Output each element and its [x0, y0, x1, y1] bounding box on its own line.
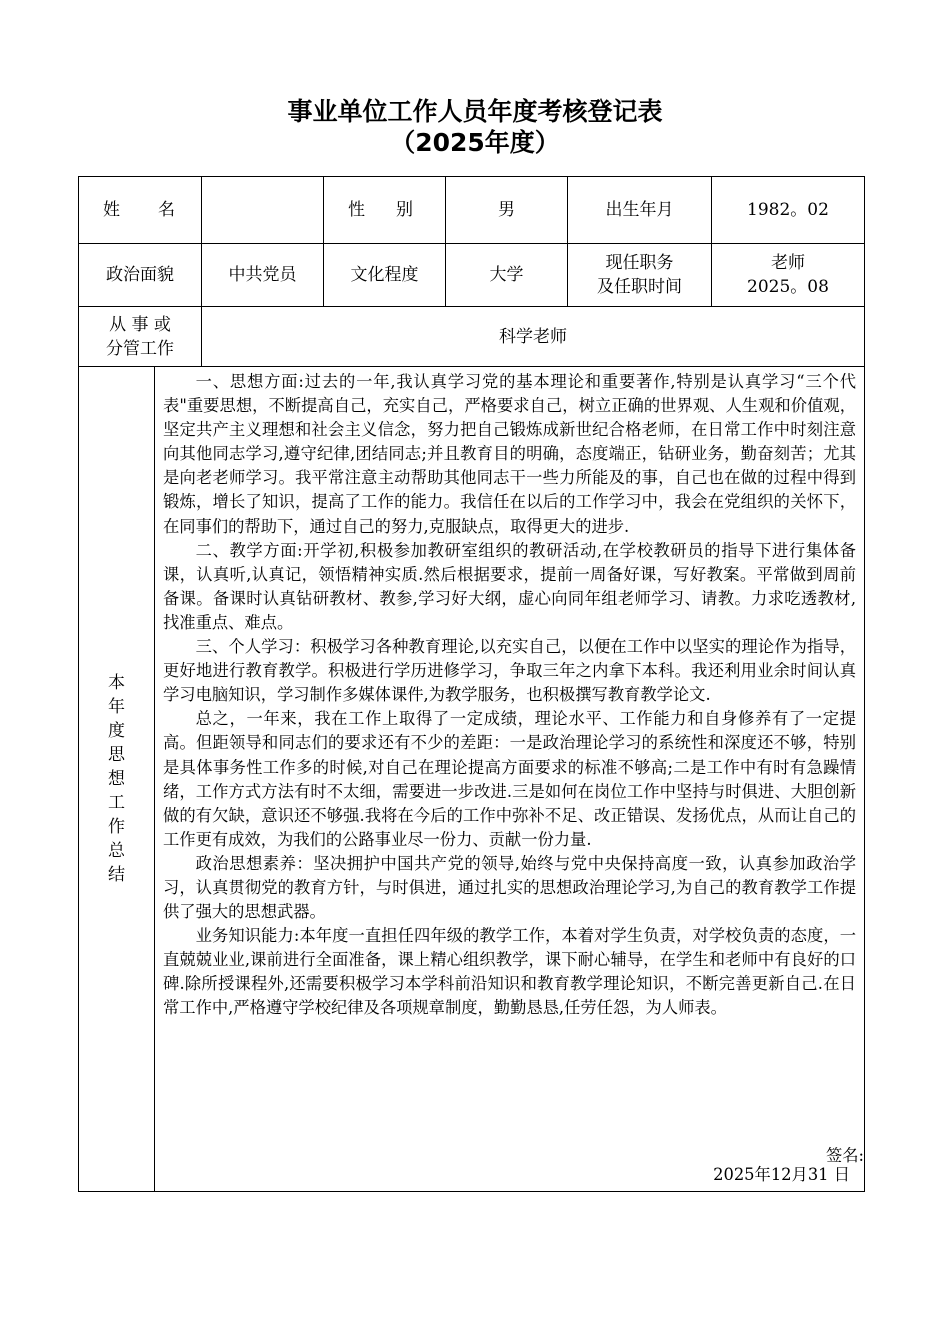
form-row-summary — [79, 367, 865, 1192]
summary-paragraph-learning: 三、个人学习：积极学习各种教育理论,以充实自己，以便在工作中以坚实的理论作为指导，更好地进行教育教学。积极进行学历进修学习，争取三年之内拿下本科。我还利用业余时间认真学习电脑知识，学习制作多媒体课件,为教学服务，也积极撰写教育教学论文. — [163, 637, 856, 705]
summary-label-char: 年 — [108, 697, 125, 717]
summary-paragraph-conclusion: 总之，一年来，我在工作上取得了一定成绩，理论水平、工作能力和自身修养有了一定提高。但距领导和同志们的要求还有不少的差距：一是政治理论学习的系统性和深度还不够，特别是具体事务性工作多的时候,对自己在理论提高方面要求的标准不够高;二是工作中有时有急躁情绪，工作方式方法有时不太细，需要进一步改进.三是如何在岗位工作中坚持与时俱进、大胆创新做的有欠缺，意识还不够强.我将在今后的工作中弥补不足、改正错误、发扬优点，从而让自己的工作更有成效，为我们的公路事业尽一份力、贡献一份力量. — [163, 709, 856, 849]
summary-label-char: 结 — [108, 865, 125, 885]
form-row-work — [79, 307, 865, 367]
form-row-politics — [79, 244, 865, 307]
position-label-line2: 及任职时间 — [597, 277, 682, 297]
signature-date: 2025年12月31 日 — [713, 1165, 850, 1184]
summary-paragraph-professional: 业务知识能力:本年度一直担任四年级的教学工作，本着对学生负责，对学校负责的态度，一直兢兢业业,课前进行全面准备，课上精心组织教学，课下耐心辅导，在学生和老师中有良好的口碑.除所授课程外,还需要积极学习本学科前沿知识和教育教学理论知识，不断完善更新自己.在日常工作中,严格遵守学校纪律及各项规章制度，勤勤恳恳,任劳任怨，为人师表。 — [163, 926, 856, 1018]
summary-label-char: 想 — [108, 769, 125, 789]
summary-label-char: 工 — [108, 793, 125, 813]
name-value[interactable] — [202, 177, 324, 244]
gender-label-a: 性 — [348, 200, 365, 220]
summary-label-char: 思 — [108, 745, 125, 765]
gender-label-cell — [324, 177, 446, 244]
work-value[interactable]: 科学老师 — [202, 307, 865, 367]
gender-label-b: 别 — [396, 200, 413, 220]
summary-paragraph-ideology: 一、思想方面:过去的一年,我认真学习党的基本理论和重要著作,特别是认真学习“三个代表"重要思想，不断提高自己，充实自己，严格要求自己，树立正确的世界观、人生观和价值观，坚定共产主义理想和社会主义信念，努力把自己锻炼成新世纪合格老师，在日常工作中时刻注意向其他同志学习,遵守纪律,团结同志;并且教育目的明确，态度端正，钻研业务，勤奋刻苦；尤其是向老老师学习。我平常注意主动帮助其他同志干一些力所能及的事，自己也在做的过程中得到锻炼，增长了知识，提高了工作的能力。我信任在以后的工作学习中，我会在党组织的关怀下，在同事们的帮助下，通过自己的努力,克服缺点，取得更大的进步. — [163, 372, 856, 536]
work-label-line2: 分管工作 — [106, 338, 174, 359]
politics-label: 政治面貌 — [79, 244, 202, 307]
summary-label-char: 总 — [108, 841, 125, 861]
document-title-block — [0, 96, 950, 158]
summary-label-char: 本 — [108, 673, 125, 693]
summary-label-char: 度 — [108, 721, 125, 741]
position-label-cell — [568, 244, 712, 307]
position-value-line1: 老师 — [771, 253, 805, 273]
gender-value[interactable]: 男 — [446, 177, 568, 244]
summary-paragraph-teaching: 二、教学方面:开学初,积极参加教研室组织的教研活动,在学校教研员的指导下进行集体备课，认真听,认真记，领悟精神实质.然后根据要求，提前一周备好课，写好教案。平常做到周前备课。备课时认真钻研教材、教参,学习好大纲，虚心向同年组老师学习、请教。力求吃透教材,找准重点、难点。 — [163, 540, 856, 632]
birth-label: 出生年月 — [568, 177, 712, 244]
signature-label: 签名: — [825, 1146, 864, 1165]
document-title: 事业单位工作人员年度考核登记表 — [287, 97, 663, 126]
birth-value[interactable]: 1982。02 — [712, 177, 865, 244]
position-label-line1: 现任职务 — [605, 253, 674, 273]
name-label-cell — [79, 177, 202, 244]
politics-value[interactable]: 中共党员 — [202, 244, 324, 307]
work-label-cell — [79, 307, 202, 367]
summary-label-cell — [79, 367, 155, 1192]
education-value[interactable]: 大学 — [446, 244, 568, 307]
name-label-a: 姓 — [103, 200, 120, 220]
position-value-cell[interactable] — [712, 244, 865, 307]
position-value-line2: 2025。08 — [747, 277, 829, 297]
form-row-basic — [79, 177, 865, 244]
work-label-line1: 从 事 或 — [109, 314, 171, 335]
appraisal-form-table — [78, 176, 865, 1192]
summary-content-cell[interactable] — [155, 367, 865, 1192]
document-year: （2025年度） — [390, 128, 560, 157]
summary-text — [155, 367, 864, 1021]
summary-label-char: 作 — [108, 817, 125, 837]
summary-paragraph-political: 政治思想素养：坚决拥护中国共产党的领导,始终与党中央保持高度一致，认真参加政治学习，认真贯彻党的教育方针，与时俱进，通过扎实的思想政治理论学习,为自己的教育教学工作提供了强大的思想武器。 — [163, 853, 856, 922]
name-label-b: 名 — [158, 200, 175, 220]
education-label: 文化程度 — [324, 244, 446, 307]
